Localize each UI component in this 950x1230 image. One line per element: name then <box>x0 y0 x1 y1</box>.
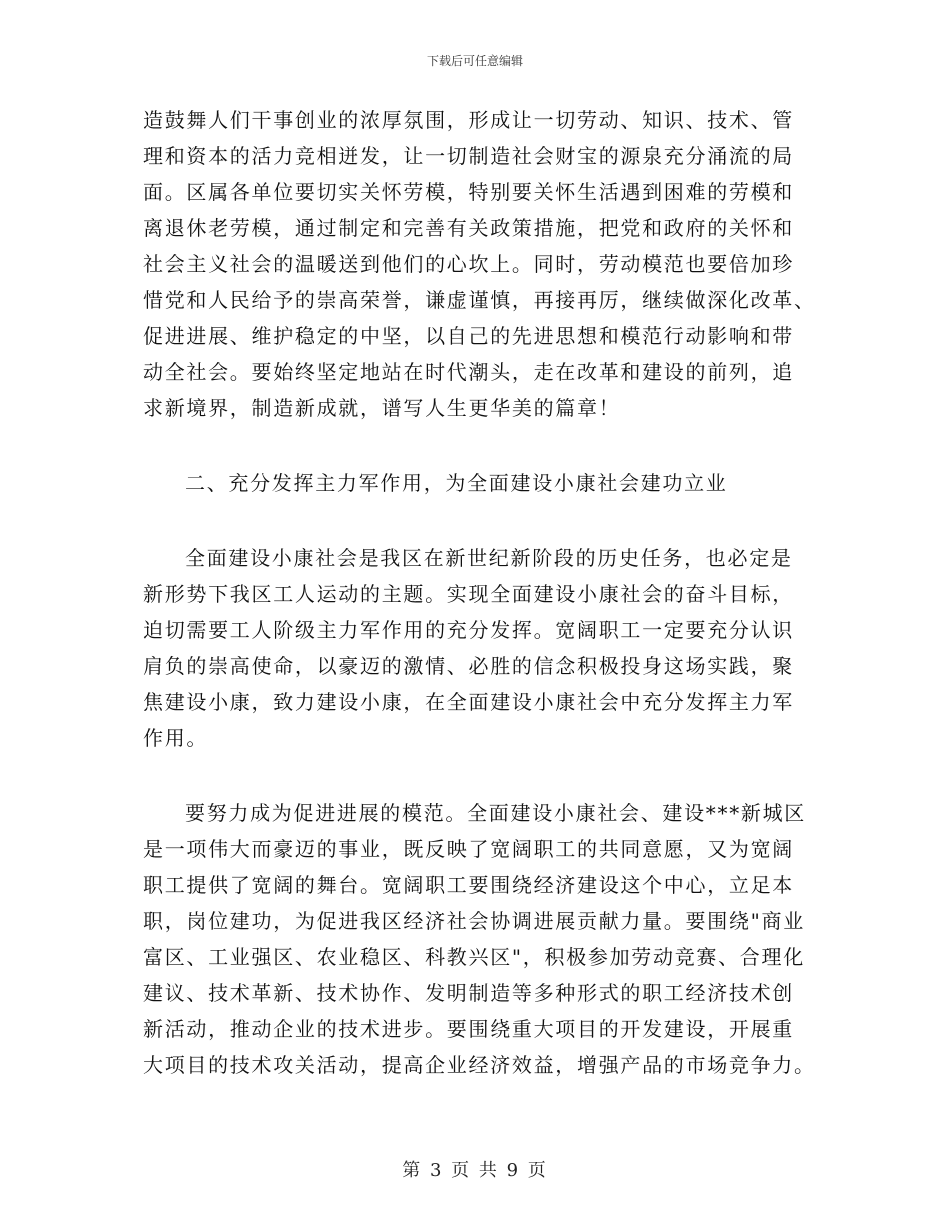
text-line: 建议、技术革新、技术协作、发明制造等多种形式的职工经济技术创 <box>143 981 794 1005</box>
text-line: 新活动，推动企业的技术进步。要围绕重大项目的开发建设，开展重 <box>143 1017 794 1041</box>
text-line: 要努力成为促进进展的模范。全面建设小康社会、建设***新城区 <box>185 801 806 825</box>
text-line: 离退休老劳模，通过制定和完善有关政策措施，把党和政府的关怀和 <box>143 216 794 240</box>
text-line: 肩负的崇高使命，以豪迈的激情、必胜的信念积极投身这场实践，聚 <box>143 654 794 678</box>
text-line: 促进进展、维护稳定的中坚，以自己的先进思想和模范行动影响和带 <box>143 324 794 348</box>
text-line: 是一项伟大而豪迈的事业，既反映了宽阔职工的共同意愿，又为宽阔 <box>143 837 794 861</box>
text-line: 职，岗位建功，为促进我区经济社会协调进展贡献力量。要围绕"商业 <box>143 909 805 933</box>
text-line: 动全社会。要始终坚定地站在时代潮头，走在改革和建设的前列，追 <box>143 360 794 384</box>
text-line: 新形势下我区工人运动的主题。实现全面建设小康社会的奋斗目标， <box>143 582 794 606</box>
text-line: 全面建设小康社会是我区在新世纪新阶段的历史任务，也必定是 <box>185 546 793 570</box>
document-body <box>143 102 816 1083</box>
section-heading <box>143 465 813 501</box>
text-line: 迫切需要工人阶级主力军作用的充分发挥。宽阔职工一定要充分认识 <box>143 618 794 642</box>
text-line: 大项目的技术攻关活动，提高企业经济效益，增强产品的市场竞争力。 <box>143 1053 816 1077</box>
text-line: 焦建设小康，致力建设小康，在全面建设小康社会中充分发挥主力军 <box>143 690 794 714</box>
text-line: 职工提供了宽阔的舞台。宽阔职工要围绕经济建设这个中心，立足本 <box>143 873 794 897</box>
page-header-note: 下载后可任意编辑 <box>426 54 523 68</box>
text-line: 造鼓舞人们干事创业的浓厚氛围，形成让一切劳动、知识、技术、管 <box>143 108 794 132</box>
text-line: 求新境界，制造新成就，谱写人生更华美的篇章！ <box>143 396 621 420</box>
paragraph-4 <box>143 795 816 1083</box>
text-line: 惜党和人民给予的崇高荣誉，谦虚谨慎，再接再厉，继续做深化改革、 <box>143 288 816 312</box>
text-line: 富区、工业强区、农业稳区、科教兴区"，积极参加劳动竞赛、合理化 <box>143 945 805 969</box>
page-number: 第 3 页 共 9 页 <box>402 1160 548 1181</box>
paragraph-3 <box>143 540 813 756</box>
text-line: 作用。 <box>143 726 209 750</box>
heading-line: 二、充分发挥主力军作用，为全面建设小康社会建功立业 <box>185 471 728 495</box>
text-line: 社会主义社会的温暖送到他们的心坎上。同时，劳动模范也要倍加珍 <box>143 252 794 276</box>
paragraph-1 <box>143 102 816 426</box>
text-line: 理和资本的活力竞相迸发，让一切制造社会财宝的源泉充分涌流的局 <box>143 144 794 168</box>
text-line: 面。区属各单位要切实关怀劳模，特别要关怀生活遇到困难的劳模和 <box>143 180 794 204</box>
